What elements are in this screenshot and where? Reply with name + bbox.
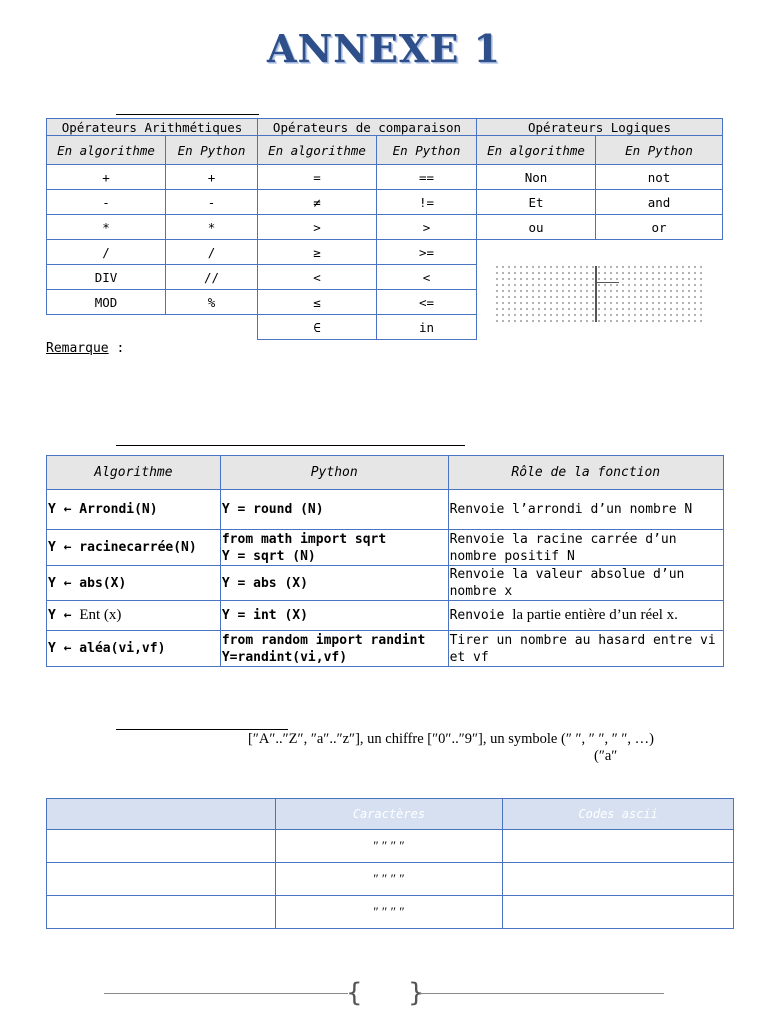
table-cell: == (377, 165, 477, 190)
group-header-arithmetic: Opérateurs Arithmétiques (47, 119, 258, 136)
table-cell: < (258, 265, 377, 290)
ascii-description-line: [″A″..″Z″, ″a″..″z″], un chiffre [″0″..″9″], un symbole (″ ″, ″ ″, ″ ″, …) (248, 731, 655, 747)
subheader-cell: En algorithme (47, 136, 166, 165)
remark-label (46, 341, 124, 356)
table-cell: ″ ″ ″ ″ (275, 896, 503, 929)
table-cell: < (377, 265, 477, 290)
python-line: Y = sqrt (N) (221, 548, 316, 564)
table-row (47, 490, 724, 530)
table-cell: > (377, 215, 477, 240)
section-heading-underline (116, 729, 288, 730)
section-heading-underline (116, 445, 465, 446)
column-header (47, 799, 276, 830)
footer-brace-left: { (346, 978, 363, 1008)
column-header-python: Python (220, 456, 448, 490)
table-cell: ≠ (258, 190, 377, 215)
table-row (47, 896, 734, 929)
table-cell (47, 896, 276, 929)
column-header-ascii-codes: Codes ascii (503, 799, 734, 830)
table-cell (503, 830, 734, 863)
ascii-table (46, 798, 734, 929)
table-row (47, 601, 724, 631)
table-row (47, 566, 724, 601)
table-row (47, 190, 723, 215)
table-row (47, 240, 723, 265)
python-line: from math import sqrt (221, 531, 387, 547)
python-line: Y=randint(vi,vf) (221, 649, 348, 665)
table-row (47, 215, 723, 240)
grid-vertical-mark (595, 266, 597, 322)
table-row (47, 830, 734, 863)
table-cell (503, 896, 734, 929)
role-prefix: Renvoie (449, 608, 513, 623)
table-cell: ≤ (258, 290, 377, 315)
table-cell: ≥ (258, 240, 377, 265)
table-cell: + (166, 165, 258, 190)
column-header-role: Rôle de la fonction (448, 456, 723, 490)
table-cell: in (377, 315, 477, 340)
table-cell: Non (477, 165, 596, 190)
grid-horizontal-mark (597, 282, 619, 283)
table-cell: = (258, 165, 377, 190)
role-cell: Tirer un nombre au hasard entre vi et vf (448, 631, 723, 667)
role-cell: Renvoie la valeur absolue d’un nombre x (448, 566, 723, 601)
group-header-logical: Opérateurs Logiques (477, 119, 723, 136)
python-cell (220, 530, 448, 566)
table-row (47, 863, 734, 896)
functions-table (46, 455, 724, 667)
group-header-comparison: Opérateurs de comparaison (258, 119, 477, 136)
page-title: ANNEXE 1 (266, 26, 502, 71)
table-cell (47, 863, 276, 896)
role-serif-text: la partie entière d’un réel x. (512, 607, 678, 623)
column-header-algorithm: Algorithme (47, 456, 221, 490)
table-cell (503, 863, 734, 896)
table-cell: ″ ″ ″ ″ (275, 863, 503, 896)
algo-cell: Y ← racinecarrée(N) (47, 530, 221, 566)
table-row (47, 530, 724, 566)
algo-cell: Y ← Arrondi(N) (47, 490, 221, 530)
table-cell: != (377, 190, 477, 215)
subheader-cell: En Python (377, 136, 477, 165)
footer-line-left (104, 993, 348, 994)
subheader-cell: En Python (596, 136, 723, 165)
table-cell: % (166, 290, 258, 315)
python-cell (220, 631, 448, 667)
subheader-cell: En algorithme (258, 136, 377, 165)
table-row (47, 631, 724, 667)
table-cell: / (166, 240, 258, 265)
table-cell: DIV (47, 265, 166, 290)
section-heading-underline (116, 114, 259, 115)
table-cell: + (47, 165, 166, 190)
role-cell (448, 601, 723, 631)
table-cell: // (166, 265, 258, 290)
algo-serif-text: Ent (x) (79, 607, 122, 623)
table-cell: MOD (47, 290, 166, 315)
footer-brace-right: } (408, 978, 425, 1008)
table-cell: and (596, 190, 723, 215)
table-cell: Et (477, 190, 596, 215)
subheader-cell: En Python (166, 136, 258, 165)
algo-prefix: Y ← (48, 608, 80, 623)
table-cell: - (166, 190, 258, 215)
table-cell: * (166, 215, 258, 240)
footer-line-right (420, 993, 664, 994)
table-cell (47, 830, 276, 863)
table-cell: ou (477, 215, 596, 240)
remark-text: Remarque (46, 341, 109, 356)
table-cell: ∈ (258, 315, 377, 340)
python-cell: Y = round (N) (220, 490, 448, 530)
table-cell: not (596, 165, 723, 190)
table-cell: <= (377, 290, 477, 315)
remark-colon: : (108, 341, 125, 356)
subheader-cell: En algorithme (477, 136, 596, 165)
python-cell: Y = int (X) (220, 601, 448, 631)
python-line: from random import randint (221, 632, 426, 648)
ascii-description-line-2: (″a″ (594, 748, 618, 764)
table-cell: ″ ″ ″ ″ (275, 830, 503, 863)
table-cell: - (47, 190, 166, 215)
table-row (47, 165, 723, 190)
empty-area (477, 240, 723, 265)
column-header-characters: Caractères (275, 799, 503, 830)
role-cell: Renvoie l’arrondi d’un nombre N (448, 490, 723, 530)
table-cell: or (596, 215, 723, 240)
table-cell: >= (377, 240, 477, 265)
algo-cell (47, 601, 221, 631)
table-cell: * (47, 215, 166, 240)
empty-area (47, 315, 258, 340)
table-cell: > (258, 215, 377, 240)
dotted-grid-figure (494, 264, 706, 324)
role-cell: Renvoie la racine carrée d’un nombre positif N (448, 530, 723, 566)
table-cell: / (47, 240, 166, 265)
python-cell: Y = abs (X) (220, 566, 448, 601)
algo-cell: Y ← abs(X) (47, 566, 221, 601)
algo-cell: Y ← aléa(vi,vf) (47, 631, 221, 667)
